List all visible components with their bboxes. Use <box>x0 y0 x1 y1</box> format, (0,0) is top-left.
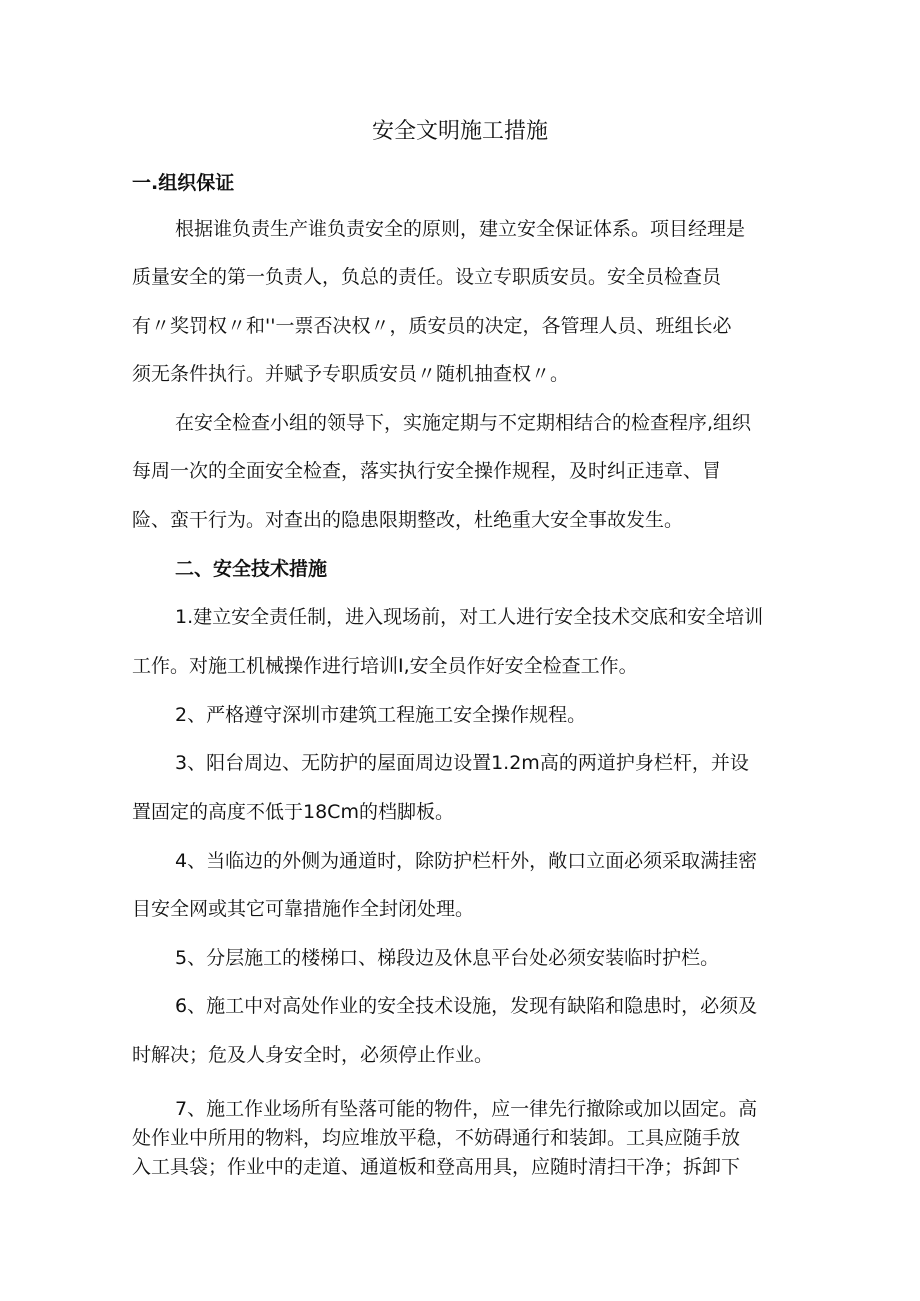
paragraph-line: 有〃奖罚权〃和''一票否决权〃，质安员的决定，各管理人员、班组长必 <box>132 315 732 337</box>
list-item-line: 3、阳台周边、无防护的屋面周边设置1.2m高的两道护身栏杆，并设 <box>175 752 749 774</box>
list-item-line: 5、分层施工的楼梯口、梯段边及休息平台处必须安装临时护栏。 <box>175 947 720 969</box>
list-item-line: 工作。对施工机械操作进行培训I,安全员作好安全检查工作。 <box>132 655 638 677</box>
paragraph-line: 险、蛮干行为。对查出的隐患限期整改，杜绝重大安全事故发生。 <box>132 509 684 531</box>
document-title: 安全文明施工措施 <box>371 119 548 144</box>
paragraph-line: 质量安全的第一负责人，负总的责任。设立专职质安员。安全员检查员 <box>132 266 722 288</box>
paragraph-line: 在安全检查小组的领导下，实施定期与不定期相结合的检查程序,组织 <box>175 412 752 434</box>
paragraph-line: 根据谁负责生产谁负责安全的原则，建立安全保证体系。项目经理是 <box>175 218 746 240</box>
section-heading-organization: 一.组织保证 <box>132 172 235 194</box>
list-item-line: 入工具袋；作业中的走道、通道板和登高用具，应随时清扫干净；拆卸下 <box>132 1156 741 1178</box>
list-item-line: 1.建立安全责任制，进入现场前，对工人进行安全技术交底和安全培训 <box>175 606 764 628</box>
paragraph-line: 每周一次的全面安全检查，落实执行安全操作规程，及时纠正违章、冒 <box>132 460 722 482</box>
list-item-line: 目安全网或其它可靠措施作全封闭处理。 <box>132 898 475 920</box>
list-item-line: 4、当临边的外侧为通道时，除防护栏杆外，敞口立面必须采取满挂密 <box>175 850 758 872</box>
list-item-line: 时解决；危及人身安全时，必须停止作业。 <box>132 1044 494 1066</box>
list-item-line: 置固定的高度不低于18Cm的档脚板。 <box>132 801 454 823</box>
list-item-line: 6、施工中对高处作业的安全技术设施，发现有缺陷和隐患时，必须及 <box>175 995 758 1017</box>
list-item-line: 2、严格遵守深圳市建筑工程施工安全操作规程。 <box>175 704 587 726</box>
list-item-line: 7、施工作业场所有坠落可能的物件，应一律先行撤除或加以固定。高 <box>175 1098 758 1120</box>
list-item-line: 处作业中所用的物料，均应堆放平稳，不妨碍通行和装卸。工具应随手放 <box>132 1127 741 1149</box>
section-heading-safety-measures: 二、安全技术措施 <box>175 558 328 580</box>
paragraph-line: 须无条件执行。并赋予专职质安员〃随机抽查权〃。 <box>132 363 570 385</box>
